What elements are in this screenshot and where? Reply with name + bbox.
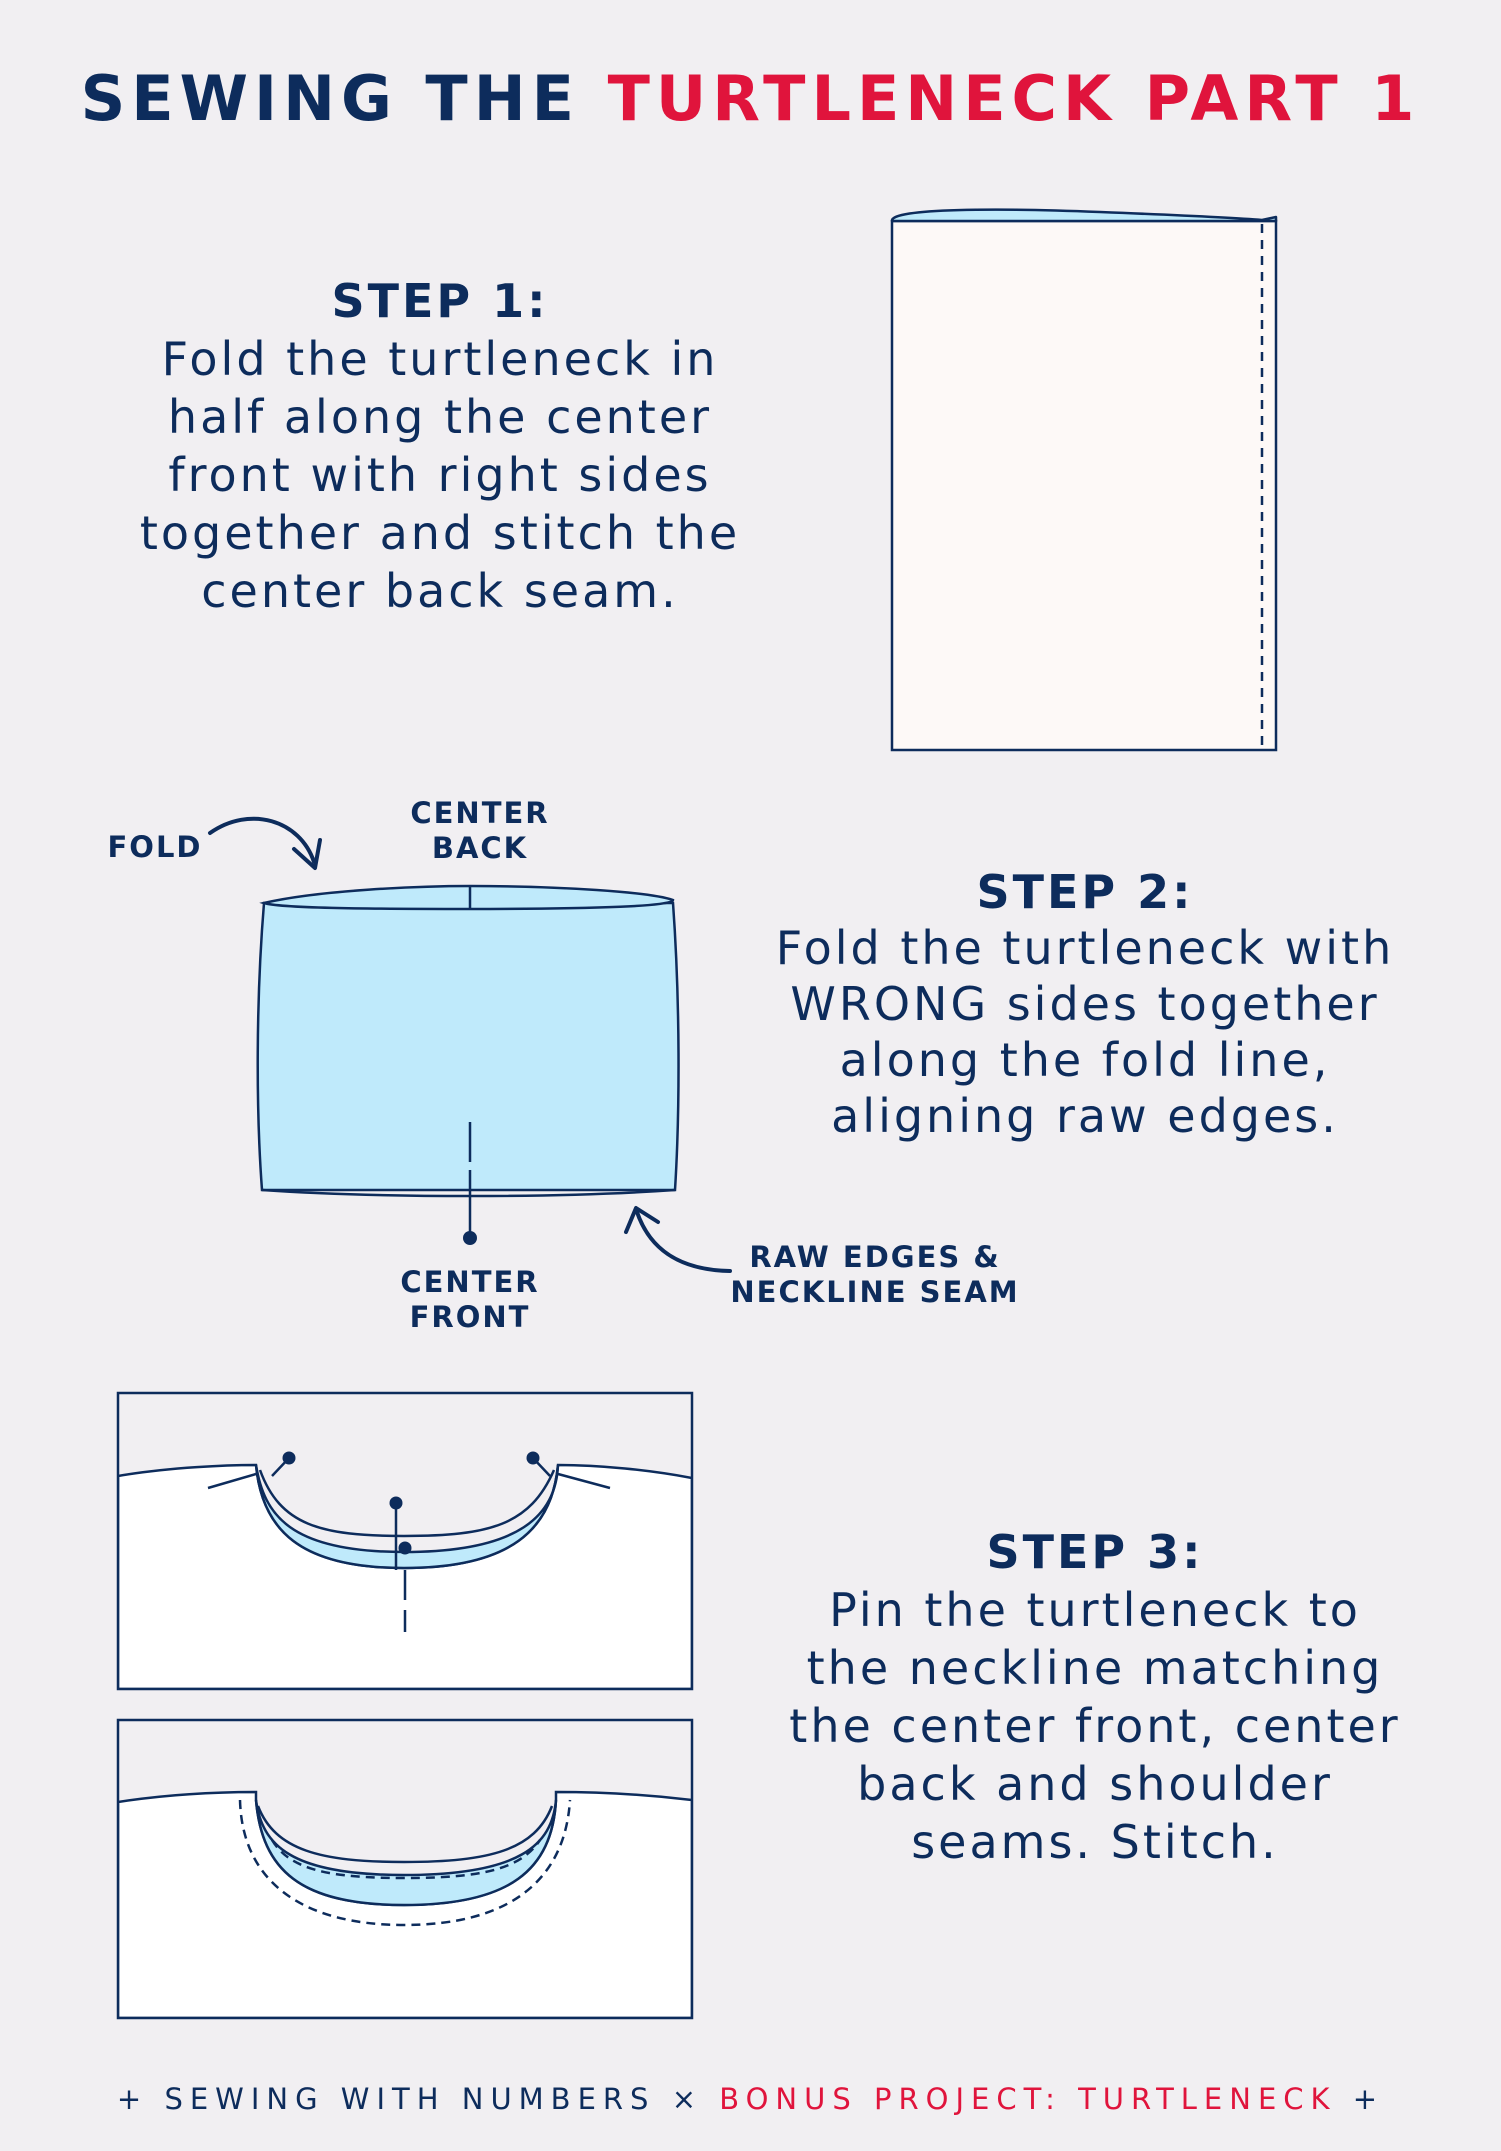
step2-heading: STEP 2:: [976, 865, 1194, 919]
step2-body: Fold the turtleneck with WRONG sides together along the fold line, aligning raw edges.: [775, 921, 1395, 1143]
step3-text: [745, 1523, 1445, 1871]
center-back-label: CENTER BACK: [410, 796, 550, 865]
title-part-navy: SEWING THE: [80, 62, 608, 135]
step2-text: [735, 864, 1435, 1144]
footer-plus-right: +: [1352, 2082, 1385, 2116]
footer-brand: SEWING WITH NUMBERS: [164, 2082, 656, 2116]
step1-folded-fabric: [892, 210, 1276, 750]
fold-label: FOLD: [107, 830, 203, 864]
footer-project: BONUS PROJECT: TURTLENECK: [719, 2082, 1337, 2116]
footer: [0, 2082, 1501, 2116]
title-part-red: TURTLENECK PART 1: [607, 62, 1421, 135]
step1-text: [110, 272, 770, 620]
step3-body: Pin the turtleneck to the neckline matching the center front, center back and shoulder seams. Stitch.: [789, 1583, 1401, 1869]
step3-heading: STEP 3:: [986, 1525, 1204, 1579]
footer-plus-left: +: [116, 2082, 149, 2116]
step1-body: Fold the turtleneck in half along the center front with right sides together and stitch the center back seam.: [139, 332, 741, 618]
step1-heading: STEP 1:: [331, 274, 549, 328]
raw-edges-arrow: [637, 1212, 730, 1271]
step2-folded-band: [210, 819, 730, 1271]
step3-pinned-panel: [118, 1393, 692, 1689]
center-front-label: CENTER FRONT: [400, 1265, 540, 1334]
step3-stitched-panel: [118, 1720, 692, 2018]
raw-edges-label: RAW EDGES & NECKLINE SEAM: [730, 1240, 1020, 1309]
footer-times: ×: [671, 2082, 703, 2116]
